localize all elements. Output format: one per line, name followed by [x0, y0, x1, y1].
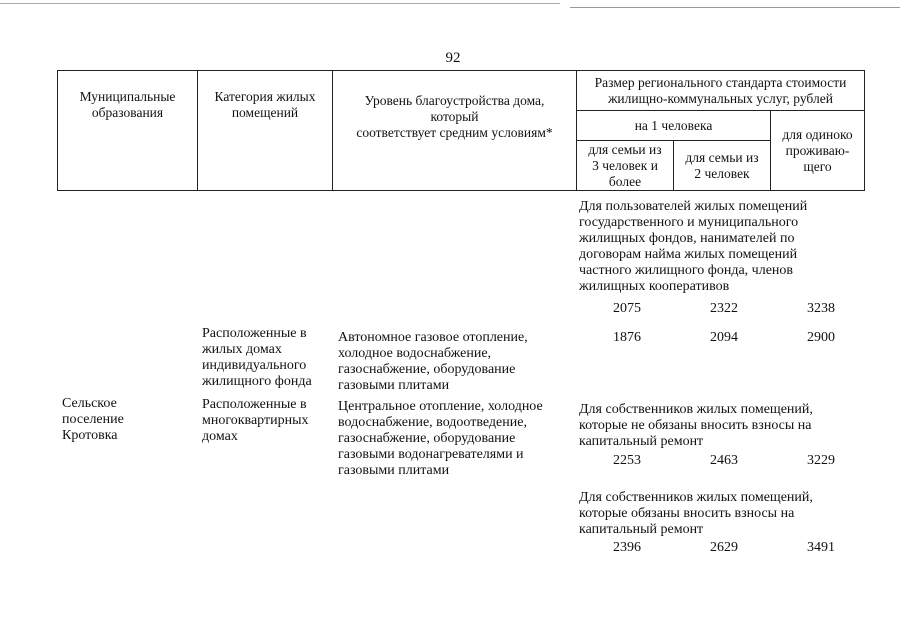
group1-row2-single: 2900	[807, 330, 835, 345]
group1-row2-family2: 2094	[710, 330, 738, 345]
header-single: для одиноко проживаю- щего	[771, 111, 865, 191]
group1-row1-single: 3238	[807, 301, 835, 316]
header-family3: для семьи из 3 человек и более	[577, 141, 674, 191]
group1-row1-family3: 2075	[613, 301, 641, 316]
comfort-individual: Автономное газовое отопление, холодное водоснабжение, газоснабжение, оборудование газовыми плитами	[338, 330, 528, 393]
scan-top-line-right	[570, 7, 900, 8]
category-apartment: Расположенные в многоквартирных домах	[202, 397, 309, 444]
group3-single: 3491	[807, 540, 835, 555]
header-family2: для семьи из 2 человек	[674, 141, 771, 191]
group3-family3: 2396	[613, 540, 641, 555]
header-comfort: Уровень благоустройства дома, который соответствует средним условиям*	[333, 71, 577, 191]
group2-single: 3229	[807, 453, 835, 468]
scan-top-line	[0, 3, 560, 4]
header-category: Категория жилых помещений	[198, 71, 333, 191]
comfort-apartment: Центральное отопление, холодное водоснабжение, водоотведение, газоснабжение, оборудование газовыми водонагревателями и газовыми плитами	[338, 399, 543, 478]
group3-family2: 2629	[710, 540, 738, 555]
group1-title: Для пользователей жилых помещений государственного и муниципального жилищных фондов, нанимателей по договорам найма жилых помещений частного жилищного фонда, членов жилищных кооперативов	[579, 199, 808, 294]
header-standard: Размер регионального стандарта стоимости жилищно-коммунальных услуг, рублей	[577, 71, 865, 111]
group2-family3: 2253	[613, 453, 641, 468]
header-municipal: Муниципальные образования	[58, 71, 198, 191]
municipality-name: Сельское поселение Кротовка	[62, 396, 124, 443]
header-per-person: на 1 человека	[577, 111, 771, 141]
table-header	[57, 70, 865, 191]
group2-title: Для собственников жилых помещений, которые не обязаны вносить взносы на капитальный ремонт	[579, 402, 813, 449]
group3-title: Для собственников жилых помещений, которые обязаны вносить взносы на капитальный ремонт	[579, 490, 813, 537]
group1-row1-family2: 2322	[710, 301, 738, 316]
group1-row2-family3: 1876	[613, 330, 641, 345]
page-number: 92	[445, 50, 461, 66]
group2-family2: 2463	[710, 453, 738, 468]
category-individual: Расположенные в жилых домах индивидуального жилищного фонда	[202, 326, 312, 389]
